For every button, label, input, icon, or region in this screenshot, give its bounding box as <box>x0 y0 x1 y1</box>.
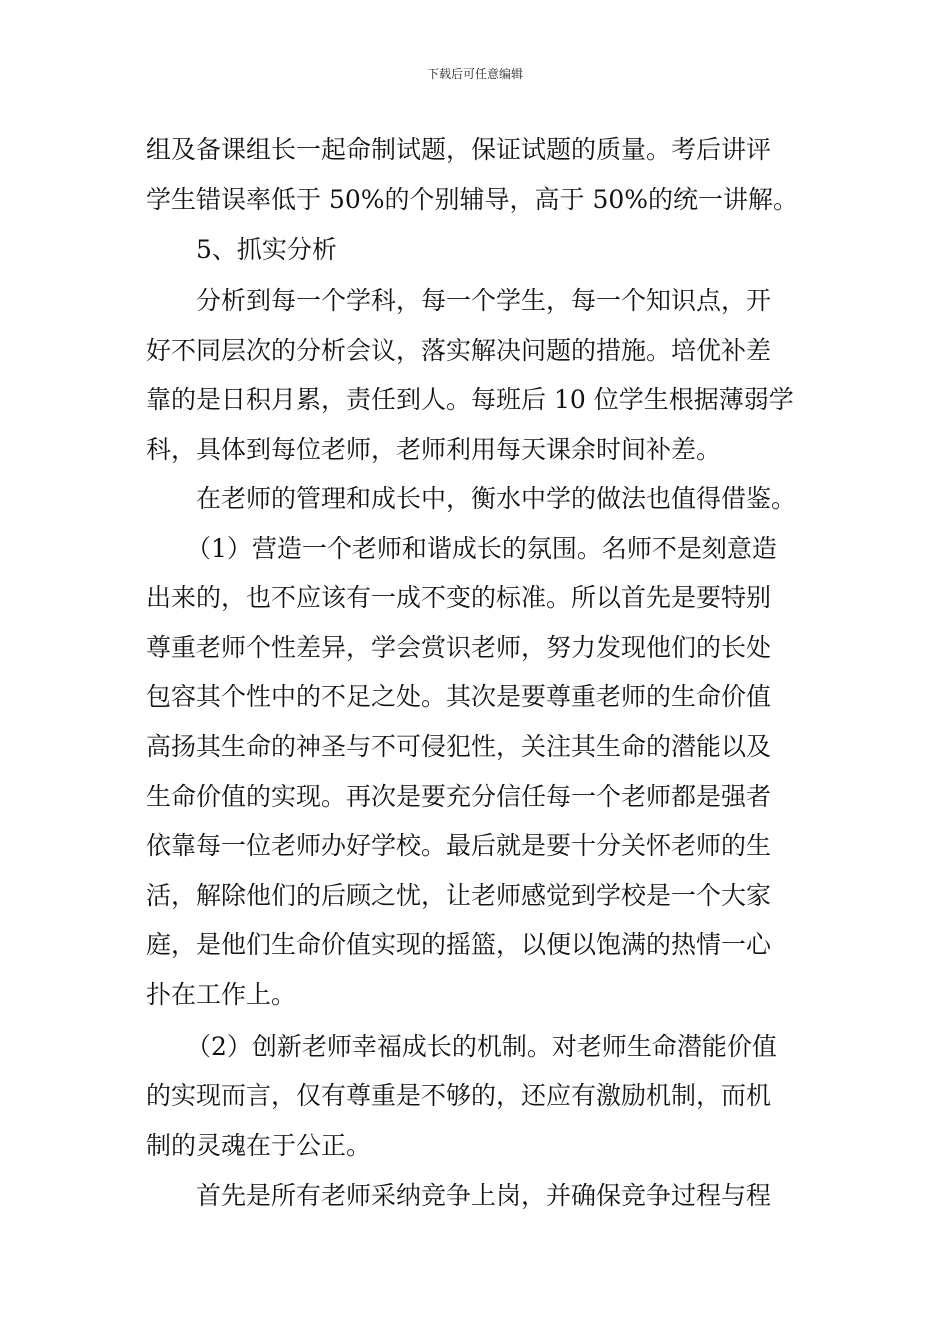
body-line: （2）创新老师幸福成长的机制。对老师生命潜能价值 <box>186 1032 777 1061</box>
body-line: 分析到每一个学科，每一个学生，每一个知识点，开 <box>196 286 772 315</box>
body-line: 高扬其生命的神圣与不可侵犯性，关注其生命的潜能以及 <box>146 732 772 761</box>
body-line: 出来的，也不应该有一成不变的标准。所以首先是要特别 <box>146 583 772 612</box>
body-line: 首先是所有老师采纳竞争上岗，并确保竞争过程与程 <box>196 1181 772 1210</box>
body-line: 的实现而言，仅有尊重是不够的，还应有激励机制，而机 <box>146 1081 772 1110</box>
body-line: 扑在工作上。 <box>146 980 297 1009</box>
body-line: （1）营造一个老师和谐成长的氛围。名师不是刻意造 <box>186 534 777 563</box>
body-line: 庭，是他们生命价值实现的摇篮，以便以饱满的热情一心 <box>146 930 772 959</box>
body-line: 好不同层次的分析会议，落实解决问题的措施。培优补差 <box>146 336 772 365</box>
body-line: 尊重老师个性差异，学会赏识老师，努力发现他们的长处 <box>146 633 772 662</box>
body-line: 生命价值的实现。再次是要充分信任每一个老师都是强者 <box>146 782 772 811</box>
body-line: 依靠每一位老师办好学校。最后就是要十分关怀老师的生 <box>146 831 772 860</box>
body-line: 科，具体到每位老师，老师利用每天课余时间补差。 <box>146 435 722 464</box>
header-note: 下载后可任意编辑 <box>426 67 523 81</box>
body-line: 学生错误率低于 50%的个别辅导，高于 50%的统一讲解。 <box>146 185 799 214</box>
body-line: 制的灵魂在于公正。 <box>146 1131 372 1160</box>
body-line: 包容其个性中的不足之处。其次是要尊重老师的生命价值 <box>146 682 772 711</box>
body-line: 活，解除他们的后顾之忧，让老师感觉到学校是一个大家 <box>146 881 772 910</box>
body-line: 5、抓实分析 <box>196 235 337 264</box>
body-line: 靠的是日积月累，责任到人。每班后 10 位学生根据薄弱学 <box>146 385 794 414</box>
body-line: 组及备课组长一起命制试题，保证试题的质量。考后讲评 <box>146 135 772 164</box>
body-line: 在老师的管理和成长中，衡水中学的做法也值得借鉴。 <box>196 484 797 513</box>
